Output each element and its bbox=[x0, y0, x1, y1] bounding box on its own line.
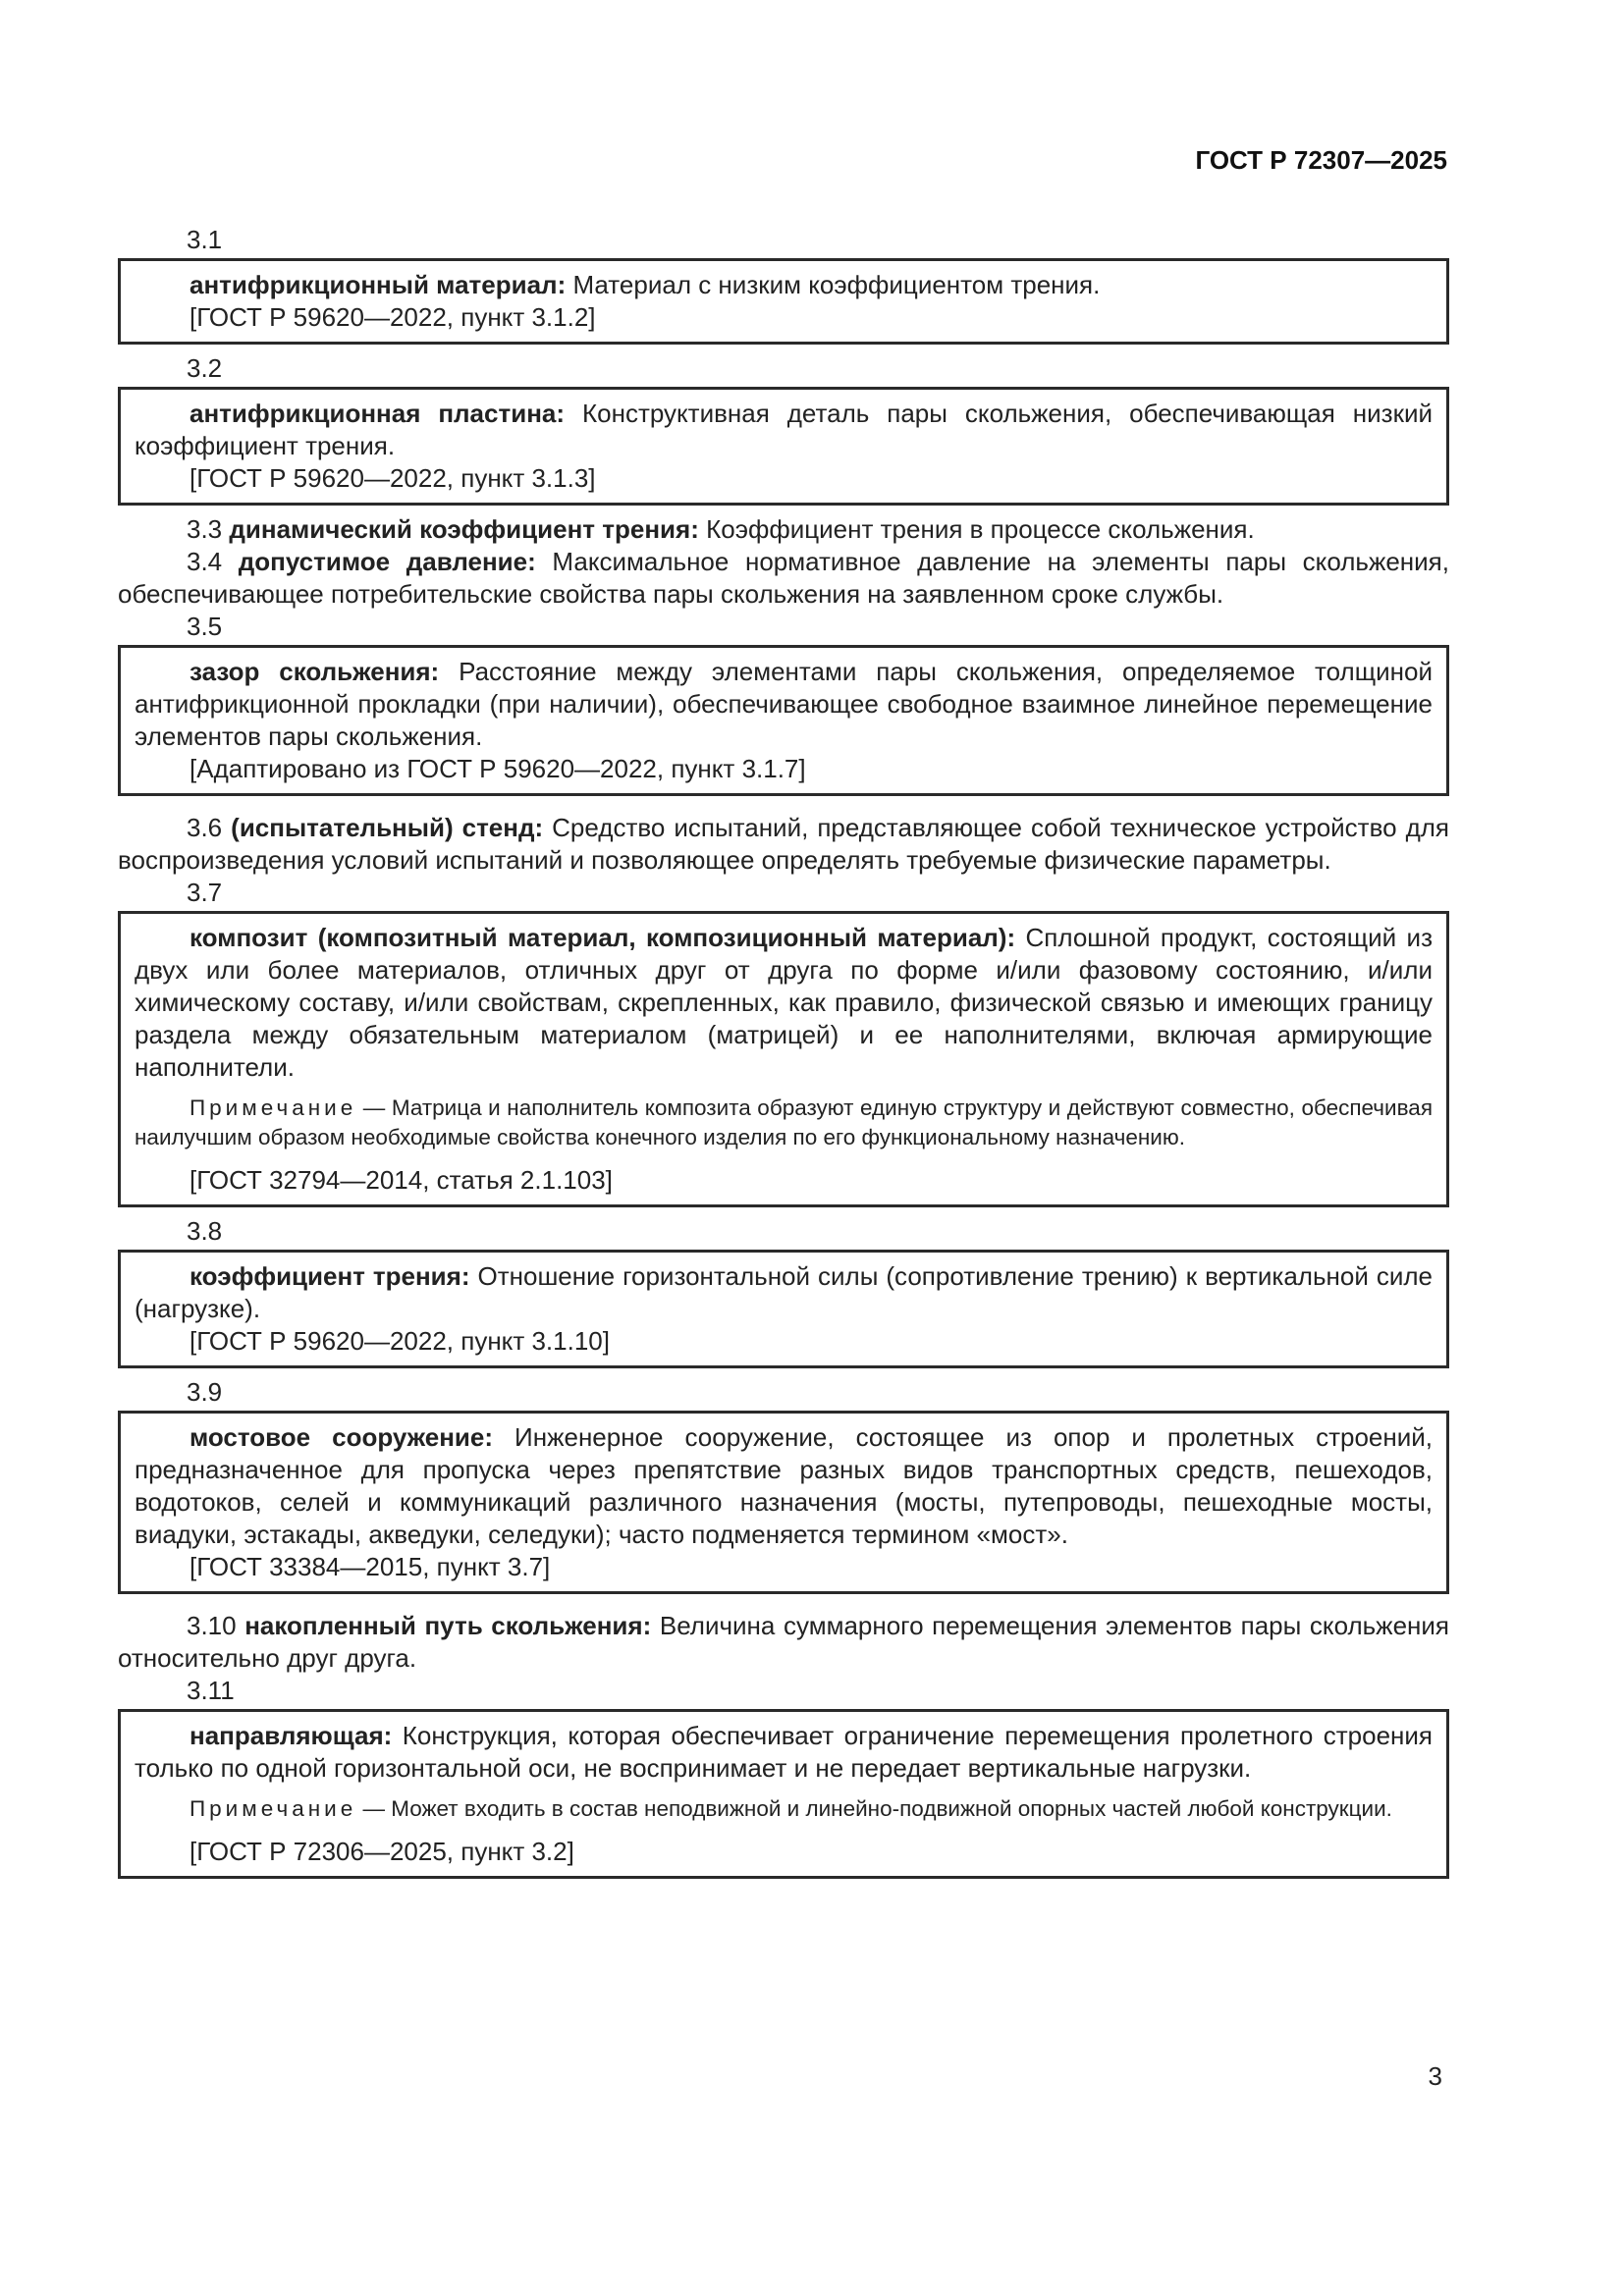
term: допустимое давление: bbox=[238, 547, 536, 576]
term-box bbox=[118, 1709, 1449, 1879]
page-number: 3 bbox=[1428, 2061, 1442, 2091]
note bbox=[135, 1094, 1433, 1152]
definition-text: Коэффициент трения в процессе скольжения. bbox=[698, 514, 1255, 544]
note-text: — Может входить в состав неподвижной и линейно-подвижной опорных частей любой конструкции. bbox=[356, 1796, 1392, 1821]
source-reference: [Адаптировано из ГОСТ Р 59620—2022, пункт 3.1.7] bbox=[189, 754, 806, 783]
source-reference: [ГОСТ 33384—2015, пункт 3.7] bbox=[189, 1552, 551, 1581]
term-box bbox=[118, 258, 1449, 345]
term-box bbox=[118, 1250, 1449, 1368]
definition bbox=[135, 922, 1433, 1084]
section-number: 3.2 bbox=[187, 353, 223, 383]
definition-text: Сплошной продукт, состоящий из двух или более материалов, отличных друг от друга по форме и/или фазовому состоянию, и/или химическому составу, и/или свойствам, скрепленных, как правило, физической связью и имеющих границу раздела между обязательным материалом (матрицей) и ее наполнителями, включая армирующие наполнители. bbox=[135, 923, 1433, 1082]
definition-text: Конструктивная деталь пары скольжения, обеспечивающая низкий коэффициент трения. bbox=[135, 399, 1433, 460]
section-number: 3.1 bbox=[187, 225, 223, 254]
section-number: 3.11 bbox=[187, 1676, 235, 1705]
source-reference: [ГОСТ Р 59620—2022, пункт 3.1.3] bbox=[189, 463, 596, 493]
definition bbox=[135, 269, 1433, 301]
definition-text: Конструкция, которая обеспечивает ограничение перемещения пролетного строения только по одной горизонтальной оси, не воспринимает и не передает вертикальные нагрузки. bbox=[135, 1721, 1433, 1783]
source-reference: [ГОСТ Р 59620—2022, пункт 3.1.10] bbox=[189, 1326, 610, 1356]
term: динамический коэффициент трения: bbox=[229, 514, 699, 544]
section-number: 3.6 bbox=[187, 813, 232, 842]
definition-text: Инженерное сооружение, состоящее из опор и пролетных строений, предназначенное для пропуска через препятствие разных видов транспортных средств, пешеходов, водотоков, селей и коммуникаций различного назначения (мосты, путепроводы, пешеходные мосты, виадуки, эстакады, акведуки, селедуки); часто подменяется термином «мост». bbox=[135, 1422, 1433, 1549]
section-number: 3.5 bbox=[187, 612, 223, 641]
definition-text: Средство испытаний, представляющее собой техническое устройство для воспроизведения условий испытаний и позволяющее определять требуемые физические параметры. bbox=[118, 813, 1449, 875]
term-box bbox=[118, 387, 1449, 506]
source-reference: [ГОСТ Р 72306—2025, пункт 3.2] bbox=[189, 1837, 574, 1866]
note bbox=[135, 1794, 1433, 1824]
section-number: 3.4 bbox=[187, 547, 239, 576]
term: коэффициент трения: bbox=[189, 1261, 470, 1291]
definition bbox=[135, 1260, 1433, 1325]
definition bbox=[118, 546, 1449, 611]
definition-text: Величина суммарного перемещения элементов пары скольжения относительно друг друга. bbox=[118, 1611, 1449, 1673]
definition bbox=[135, 1720, 1433, 1785]
definition bbox=[135, 1421, 1433, 1551]
definition-text: Материал с низким коэффициентом трения. bbox=[566, 270, 1101, 299]
definition bbox=[118, 1610, 1449, 1675]
term: (испытательный) стенд: bbox=[231, 813, 544, 842]
term: направляющая: bbox=[189, 1721, 393, 1750]
term: мостовое сооружение: bbox=[189, 1422, 494, 1452]
definition bbox=[118, 513, 1449, 546]
term-box bbox=[118, 645, 1449, 796]
term-box bbox=[118, 1411, 1449, 1594]
document-header: ГОСТ Р 72307—2025 bbox=[1195, 145, 1447, 175]
term: накопленный путь скольжения: bbox=[244, 1611, 652, 1640]
definition bbox=[118, 812, 1449, 877]
definition-text: Максимальное нормативное давление на элементы пары скольжения, обеспечивающее потребительские свойства пары скольжения на заявленном сроке службы. bbox=[118, 547, 1449, 609]
definition-text: Отношение горизонтальной силы (сопротивление трению) к вертикальной силе (нагрузке). bbox=[135, 1261, 1433, 1323]
term-box bbox=[118, 911, 1449, 1207]
term: композит (композитный материал, композиционный материал): bbox=[189, 923, 1016, 952]
definition bbox=[135, 398, 1433, 462]
term: зазор скольжения: bbox=[189, 657, 440, 686]
definition-text: Расстояние между элементами пары скольжения, определяемое толщиной антифрикционной прокладки (при наличии), обеспечивающее свободное взаимное линейное перемещение элементов пары скольжения. bbox=[135, 657, 1433, 751]
source-reference: [ГОСТ 32794—2014, статья 2.1.103] bbox=[189, 1165, 613, 1195]
term: антифрикционный материал: bbox=[189, 270, 567, 299]
section-number: 3.9 bbox=[187, 1377, 223, 1407]
section-number: 3.8 bbox=[187, 1216, 223, 1246]
note-text: — Матрица и наполнитель композита образуют единую структуру и действуют совместно, обеспечивая наилучшим образом необходимые свойства конечного изделия по его функциональному назначению. bbox=[135, 1095, 1433, 1149]
section-number: 3.3 bbox=[187, 514, 230, 544]
section-number: 3.7 bbox=[187, 878, 223, 907]
document-body bbox=[118, 224, 1449, 1887]
section-number: 3.10 bbox=[187, 1611, 245, 1640]
note-label: Примечание bbox=[189, 1095, 357, 1120]
source-reference: [ГОСТ Р 59620—2022, пункт 3.1.2] bbox=[189, 302, 596, 332]
term: антифрикционная пластина: bbox=[189, 399, 566, 428]
definition bbox=[135, 656, 1433, 753]
note-label: Примечание bbox=[189, 1796, 357, 1821]
